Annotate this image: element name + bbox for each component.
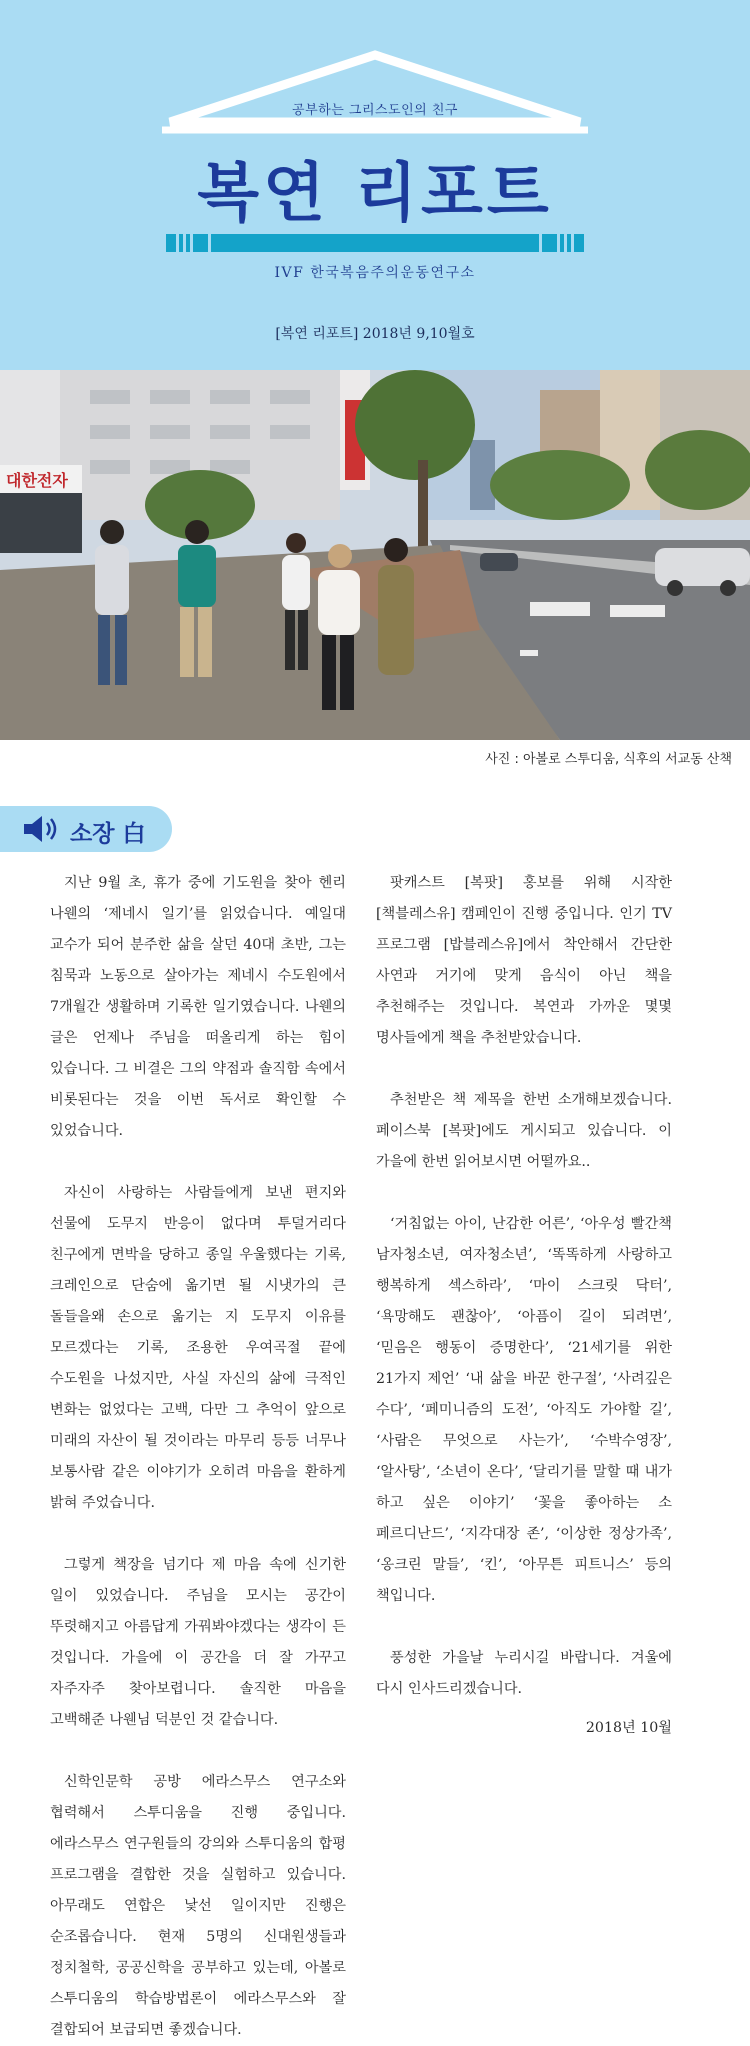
section-title (70, 815, 145, 848)
roof-frame-graphic (0, 0, 750, 150)
page-title: 복연 리포트 (197, 157, 553, 231)
org-name: IVF 한국복음주의운동연구소 (274, 265, 476, 281)
photo-caption: 사진 : 아볼로 스투디움, 식후의 서교동 산책 (485, 752, 732, 767)
paragraph: ‘거침없는 아이, 난감한 어른’, ‘아우성 빨간책 남자청소년, 여자청소년’, ‘똑똑하게 사랑하고 행복하게 섹스하라’, ‘마이 스크릿 닥터’, ‘욕망해도 괜찮아’, ‘아픔이 길이 되려면’, ‘믿음은 행동이 증명한다’, ‘21세기를 위한 21가지 제언’ ‘내 삶을 바꾼 한구절’, ‘사려깊은 수다’, ‘페미니즘의 도전’, ‘아직도 가야할 길’, ‘사람은 무엇으로 사는가’, ‘수박수영장’, ‘알사탕’, ‘소년이 온다’, ‘달리기를 말할 때 내가 하고 싶은 이야기’ ‘꽃을 좋아하는 소 페르디난드’, ‘지각대장 존’, ‘이상한 정상가족’, ‘옹크린 말들’, ‘킨’, ‘아무튼 피트니스’ 등의 책입니다. (376, 1216, 672, 1604)
paragraph: 풍성한 가을날 누리시길 바랍니다. 겨울에 다시 인사드리겠습니다. (376, 1650, 672, 1697)
right-column (376, 868, 672, 1744)
paragraph: 지난 9월 초, 휴가 중에 기도원을 찾아 헨리 나웬의 ‘제네시 일기’를 읽었습니다. 예일대 교수가 되어 분주한 삶을 살던 40대 초반, 그는 침묵과 노동으로 살아가는 제네시 수도원에서 7개월간 생활하며 기록한 일기였습니다. 나웬의 글은 언제나 주님을 떠올리게 하는 힘이 있습니다. 그 비결은 그의 약점과 솔직함 속에서 비롯된다는 것을 이번 독서로 확인할 수 있었습니다. (50, 875, 346, 1139)
section-title-text: 소장 (70, 821, 123, 847)
paragraph: 그렇게 책장을 넘기다 제 마음 속에 신기한 일이 있었습니다. 주님을 모시는 공간이 뚜렷해지고 아름답게 가꿔봐야겠다는 생각이 든 것입니다. 가을에 이 공간을 더 잘 가꾸고 자주자주 찾아보렵니다. 솔직한 마음을 고백해준 나웬님 덕분인 것 같습니다. (50, 1557, 346, 1728)
speaker-icon (22, 815, 60, 843)
store-sign-text: 대한전자 (6, 473, 68, 490)
section-label (0, 806, 172, 852)
left-column (50, 868, 346, 2046)
decorative-bars (0, 232, 750, 256)
paragraph: 팟캐스트 [복팟] 홍보를 위해 시작한 [책블레스유] 캠페인이 진행 중입니다. 인기 TV 프로그램 [밥블레스유]에서 착안해서 간단한 사연과 거기에 맞게 음식이 아닌 책을 추천해주는 것입니다. 복연과 가까운 몇몇 명사들에게 책을 추천받았습니다. (376, 875, 672, 1046)
section-title-emphasis: 白 (122, 821, 146, 847)
paragraph: 추천받은 책 제목을 한번 소개해보겠습니다. 페이스북 [복팟]에도 게시되고 있습니다. 이 가을에 한번 읽어보시면 어떨까요.. (376, 1092, 672, 1170)
paragraph: 자신이 사랑하는 사람들에게 보낸 편지와 선물에 도무지 반응이 없다며 투덜거리다 친구에게 면박을 당하고 종일 우울했다는 기록, 크레인으로 단숨에 옮기면 될 시냇가의 큰 돌들을왜 손으로 옮기는 지 도무지 이유를 모르겠다는 기록, 조용한 우여곡절 끝에 수도원을 나섰지만, 사실 자신의 삶에 극적인 변화는 없었다는 고백, 다만 그 추억이 앞으로 미래의 자산이 될 것이라는 마무리 등등 너무나 보통사람 같은 이야기가 오히려 마음을 환하게 밝혀 주었습니다. (50, 1185, 346, 1511)
date-label: 2018년 10월 (585, 1720, 672, 1736)
issue-label: [복연 리포트] 2018년 9,10월호 (275, 326, 475, 342)
street-photo (0, 370, 750, 740)
tagline: 공부하는 그리스도인의 친구 (292, 103, 458, 118)
paragraph: 신학인문학 공방 에라스무스 연구소와 협력해서 스투디움을 진행 중입니다. 에라스무스 연구원들의 강의와 스투디움의 합평 프로그램을 결합한 것을 실험하고 있습니다. 아무래도 연합은 낯선 일이지만 진행은 순조롭습니다. 현재 5명의 신대원생들과 정치철학, 공공신학을 공부하고 있는데, 아볼로 스투디움의 학습방법론이 에라스무스와 잘 결합되어 보급되면 좋겠습니다. (50, 1774, 346, 2038)
report-header (0, 0, 750, 370)
street-photo-illustration (0, 370, 750, 740)
